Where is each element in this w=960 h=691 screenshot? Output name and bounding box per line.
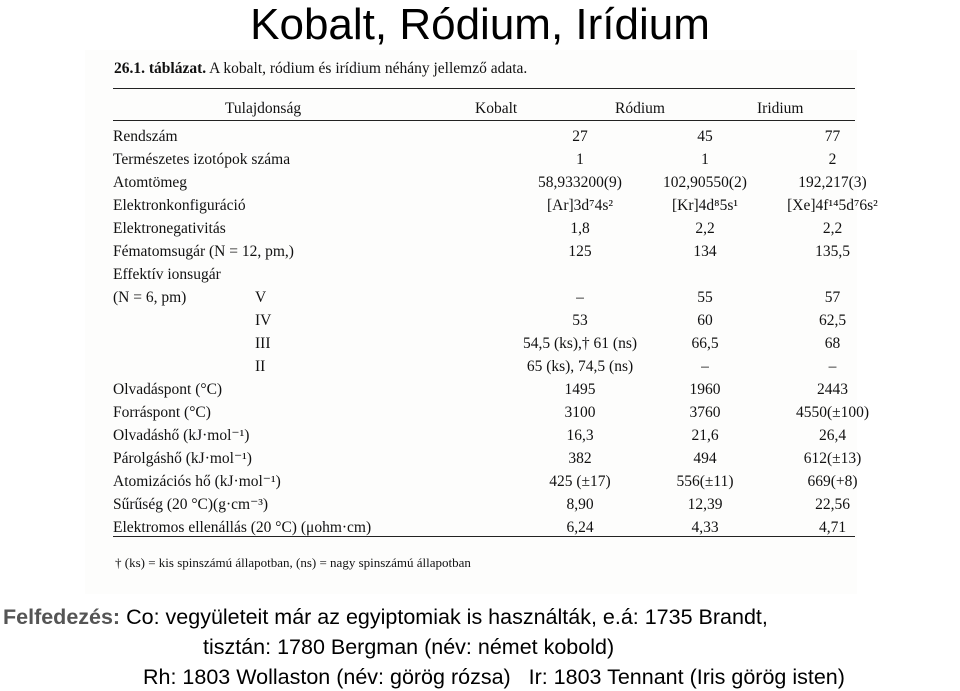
- rhodium-value: 4,33: [691, 519, 719, 536]
- row-label: Rendszám: [113, 128, 178, 145]
- rhodium-value: [Kr]4d⁸5s¹: [671, 197, 738, 214]
- table-row: [85, 287, 857, 309]
- slide-title: Kobalt, Ródium, Irídium: [250, 0, 710, 49]
- row-label: Effektív ionsugár: [113, 266, 221, 283]
- row-label: Atomtömeg: [113, 174, 188, 191]
- row-label: Sűrűség (20 °C)(g·cm⁻³): [113, 496, 269, 513]
- table-caption: [114, 60, 527, 78]
- iridium-value: 2: [828, 151, 837, 168]
- rhodium-value: 66,5: [691, 335, 719, 352]
- iridium-value: 135,5: [815, 243, 850, 260]
- row-oxidation-state: III: [255, 335, 271, 352]
- iridium-value: 57: [824, 289, 841, 306]
- header-cobalt: Kobalt: [475, 100, 518, 117]
- cobalt-value: 16,3: [566, 427, 594, 444]
- cobalt-value: [Ar]3d⁷4s²: [546, 197, 613, 214]
- row-label: Párolgáshő (kJ·mol⁻¹): [113, 450, 252, 467]
- discovery-line-2: tisztán: 1780 Bergman (név: német kobold): [203, 635, 615, 659]
- iridium-value: 22,56: [815, 496, 850, 513]
- table-row: [85, 264, 857, 286]
- discovery-line-3: Rh: 1803 Wollaston (név: görög rózsa) Ir: 1803 Tennant (Iris görög isten): [143, 665, 845, 689]
- row-oxidation-state: IV: [255, 312, 272, 329]
- cobalt-value: 6,24: [566, 519, 594, 536]
- cobalt-value: 425 (±17): [549, 473, 611, 490]
- table-row: [85, 310, 857, 332]
- table-row: [85, 448, 862, 470]
- row-label: Elektronkonfiguráció: [113, 197, 246, 214]
- scanned-table: [85, 50, 878, 594]
- cobalt-value: 3100: [564, 404, 596, 421]
- cobalt-value: –: [576, 289, 584, 306]
- cobalt-value: 382: [568, 450, 592, 467]
- rhodium-value: 60: [697, 312, 713, 329]
- cobalt-value: 53: [572, 312, 588, 329]
- iridium-value: 77: [824, 128, 841, 145]
- cobalt-value: 54,5 (ks),† 61 (ns): [522, 335, 638, 352]
- rhodium-value: 1960: [689, 381, 721, 398]
- table-row: [85, 218, 857, 240]
- iridium-value: 26,4: [818, 427, 847, 444]
- row-label: Fématomsugár (N = 12, pm,): [113, 243, 294, 260]
- header-rule: [113, 120, 855, 121]
- table-row: [85, 195, 878, 217]
- rhodium-value: 45: [697, 128, 713, 145]
- table-row: [85, 379, 857, 401]
- rhodium-value: 2,2: [695, 220, 715, 237]
- iridium-value: 2,2: [822, 220, 843, 237]
- table-row: [85, 126, 857, 148]
- bottom-rule: [113, 536, 855, 537]
- iridium-value: 68: [824, 335, 841, 352]
- rhodium-value: 55: [697, 289, 713, 306]
- rhodium-value: –: [701, 358, 709, 375]
- top-rule: [113, 88, 855, 89]
- cobalt-value: 1495: [564, 381, 596, 398]
- cobalt-value: 8,90: [566, 496, 594, 513]
- iridium-value: 4,71: [818, 519, 847, 536]
- rhodium-value: 102,90550(2): [663, 174, 747, 191]
- row-label: Olvadáspont (°C): [113, 381, 223, 398]
- rhodium-value: 12,39: [687, 496, 723, 513]
- rhodium-value: 494: [693, 450, 717, 467]
- cobalt-value: 1: [576, 151, 584, 168]
- header-property: Tulajdonság: [225, 100, 302, 117]
- rhodium-value: 1: [701, 151, 709, 168]
- table-row: [85, 333, 857, 355]
- table-row: [85, 471, 857, 493]
- row-label: Elektronegativitás: [113, 220, 226, 237]
- row-label: Olvadáshő (kJ·mol⁻¹): [113, 427, 250, 444]
- cobalt-value: 27: [572, 128, 588, 145]
- cobalt-value: 125: [568, 243, 592, 260]
- iridium-value: 4550(±100): [795, 404, 870, 421]
- header-rhodium: Ródium: [615, 100, 665, 117]
- iridium-value: –: [828, 358, 837, 375]
- table-row: [85, 172, 867, 194]
- cobalt-value: 1,8: [570, 220, 590, 237]
- row-label: Elektromos ellenállás (20 °C) (μohm·cm): [113, 519, 372, 536]
- row-label: Természetes izotópok száma: [113, 151, 291, 168]
- cobalt-value: 65 (ks), 74,5 (ns): [526, 358, 634, 375]
- iridium-value: 192,217(3): [798, 174, 867, 191]
- row-oxidation-state: II: [255, 358, 266, 375]
- table-row: [85, 356, 857, 378]
- rhodium-value: 134: [693, 243, 717, 260]
- discovery-text-1: Co: vegyületeit már az egyiptomiak is használták, e.á: 1735 Brandt,: [126, 605, 768, 629]
- table-row: [85, 494, 857, 516]
- table-row: [85, 425, 857, 447]
- table-row: [85, 241, 857, 263]
- row-oxidation-state: V: [255, 289, 267, 306]
- iridium-value: [Xe]4f¹⁴5d⁷6s²: [787, 197, 878, 214]
- discovery-line-1: [3, 604, 768, 630]
- rhodium-value: 21,6: [691, 427, 719, 444]
- table-row: [85, 149, 857, 171]
- iridium-value: 62,5: [818, 312, 847, 329]
- rhodium-value: 556(±11): [676, 473, 734, 490]
- table-footnote: † (ks) = kis spinszámú állapotban, (ns) = nagy spinszámú állapotban: [115, 555, 471, 570]
- row-label: Atomizációs hő (kJ·mol⁻¹): [113, 473, 281, 490]
- table-row: [85, 402, 870, 424]
- iridium-value: 612(±13): [803, 450, 862, 467]
- row-label: Forráspont (°C): [113, 404, 211, 421]
- rhodium-value: 3760: [689, 404, 721, 421]
- caption-number: 26.1. táblázat.: [114, 60, 207, 77]
- cobalt-value: 58,933200(9): [538, 174, 622, 191]
- caption-text: A kobalt, ródium és irídium néhány jellemző adata.: [209, 60, 528, 77]
- iridium-value: 669(+8): [807, 473, 858, 490]
- iridium-value: 2443: [817, 381, 848, 398]
- row-label: (N = 6, pm): [113, 289, 187, 306]
- discovery-lead: Felfedezés:: [3, 605, 121, 629]
- header-iridium: Iridium: [757, 100, 804, 117]
